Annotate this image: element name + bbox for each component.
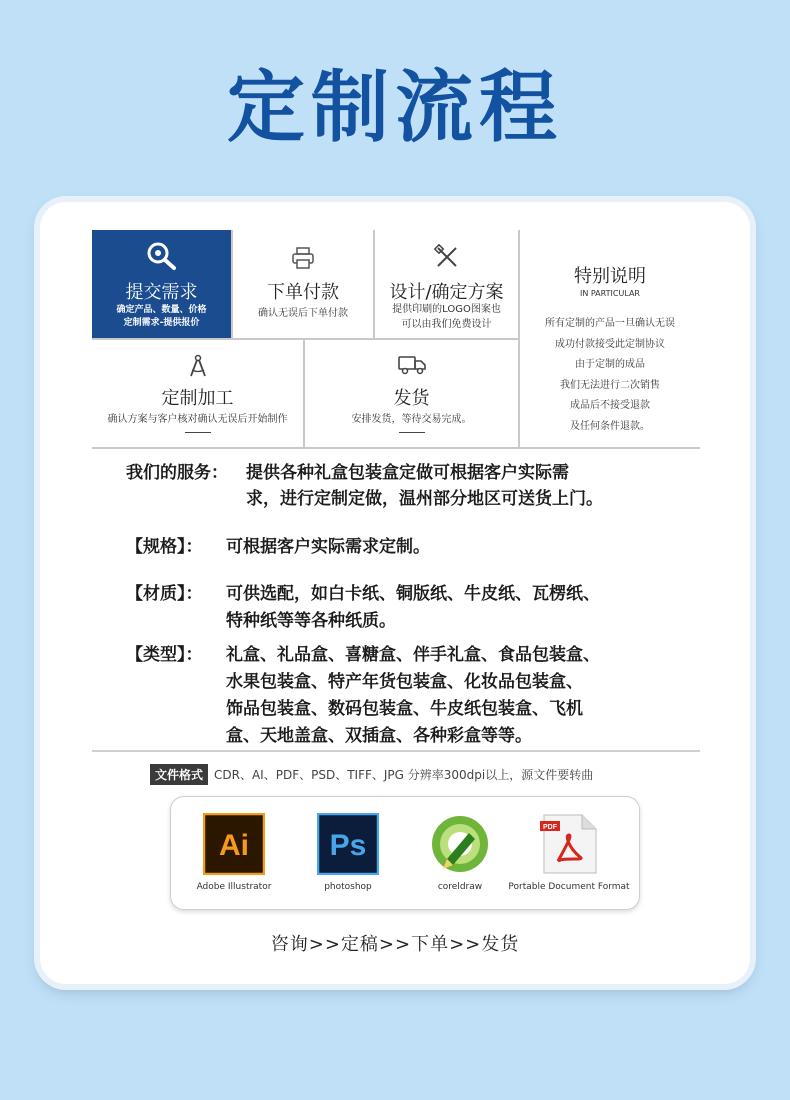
step-design-plan [375, 230, 518, 338]
step-title: 设计/确定方案 [389, 282, 504, 303]
divider-dash [185, 432, 211, 433]
step-title: 下单付款 [267, 282, 339, 303]
step-title: 提交需求 [125, 282, 198, 303]
pdf-icon [538, 813, 600, 875]
special-notice [520, 230, 700, 447]
process-flow: 咨询>>定稿>>下单>>发货 [270, 934, 520, 955]
section-divider [92, 750, 700, 752]
coreldraw-icon [429, 813, 491, 875]
service-text-line1: 提供各种礼盒包装盒定做可根据客户实际需 [246, 463, 569, 483]
software-caption: coreldraw [437, 882, 483, 892]
material-label: 【材质】： [126, 584, 203, 604]
software-caption: Portable Document Format [508, 882, 630, 892]
step-desc: 提供印刷的LOGO图案也 可以由我们免费设计 [392, 304, 501, 330]
step-desc: 安排发货，等待交易完成。 [351, 414, 472, 425]
special-subtitle: IN PARTICULAR [579, 289, 640, 298]
divider-dash [399, 432, 425, 433]
software-illustrator [179, 813, 289, 892]
software-panel [170, 796, 640, 910]
material-text: 可供选配，如白卡纸、铜版纸、牛皮纸、瓦楞纸、 特种纸等等各种纸质。 [226, 584, 600, 631]
step-shipping [305, 340, 518, 447]
step-desc: 确认无误后下单付款 [258, 308, 348, 319]
software-photoshop [293, 813, 403, 892]
printer-icon [233, 246, 373, 274]
step-title: 发货 [393, 388, 430, 409]
file-format-row [150, 764, 593, 786]
page-title: 定制流程 [226, 63, 563, 153]
type-text: 礼盒、礼品盒、喜糖盒、伴手礼盒、食品包装盒、 水果包装盒、特产年货包装盒、化妆品包装盒、 饰品包装盒、数码包装盒、牛皮纸包装盒、飞机 盒、天地盖盒、双插盒、各种彩盒等等。 [226, 645, 600, 746]
step-desc: 确定产品、数量、价格 定制需求-提供报价 [116, 305, 207, 328]
compass-icon [92, 354, 303, 382]
grid-divider [92, 447, 700, 449]
file-format-text: CDR、AI、PDF、PSD、TIFF、JPG 分辨率300dpi以上，源文件要转曲 [214, 768, 594, 782]
step-submit-request [92, 230, 231, 338]
svg-text:Ps: Ps [329, 829, 367, 862]
software-caption: photoshop [324, 882, 372, 892]
step-desc: 确认方案与客户核对确认无误后开始制作 [107, 414, 288, 425]
photoshop-icon [317, 813, 379, 875]
special-title: 特别说明 [574, 266, 646, 287]
software-pdf [507, 813, 631, 892]
svg-text:Ai: Ai [219, 829, 249, 862]
service-label: 我们的服务： [126, 463, 228, 483]
file-format-tag: 文件格式 [150, 764, 208, 785]
design-tools-icon [375, 244, 518, 274]
step-title: 定制加工 [161, 388, 234, 409]
svg-text:PDF: PDF [543, 824, 557, 831]
illustrator-icon [203, 813, 265, 875]
search-icon [92, 240, 231, 276]
software-caption: Adobe Illustrator [196, 882, 272, 892]
step-production [92, 340, 303, 447]
spec-text: 可根据客户实际需求定制。 [226, 537, 430, 557]
truck-icon [305, 354, 518, 380]
type-label: 【类型】： [126, 645, 203, 665]
content-card [40, 202, 750, 984]
service-text-line2: 求，进行定制定做，温州部分地区可送货上门。 [246, 489, 603, 509]
spec-label: 【规格】： [126, 537, 203, 557]
software-coreldraw [405, 813, 515, 892]
special-lines: 所有定制的产品一旦确认无误 成功付款接受此定制协议 由于定制的成品 我们无法进行二次销售 成品后不接受退款 及任何条件退款。 [545, 318, 675, 432]
step-order-payment [233, 230, 373, 338]
